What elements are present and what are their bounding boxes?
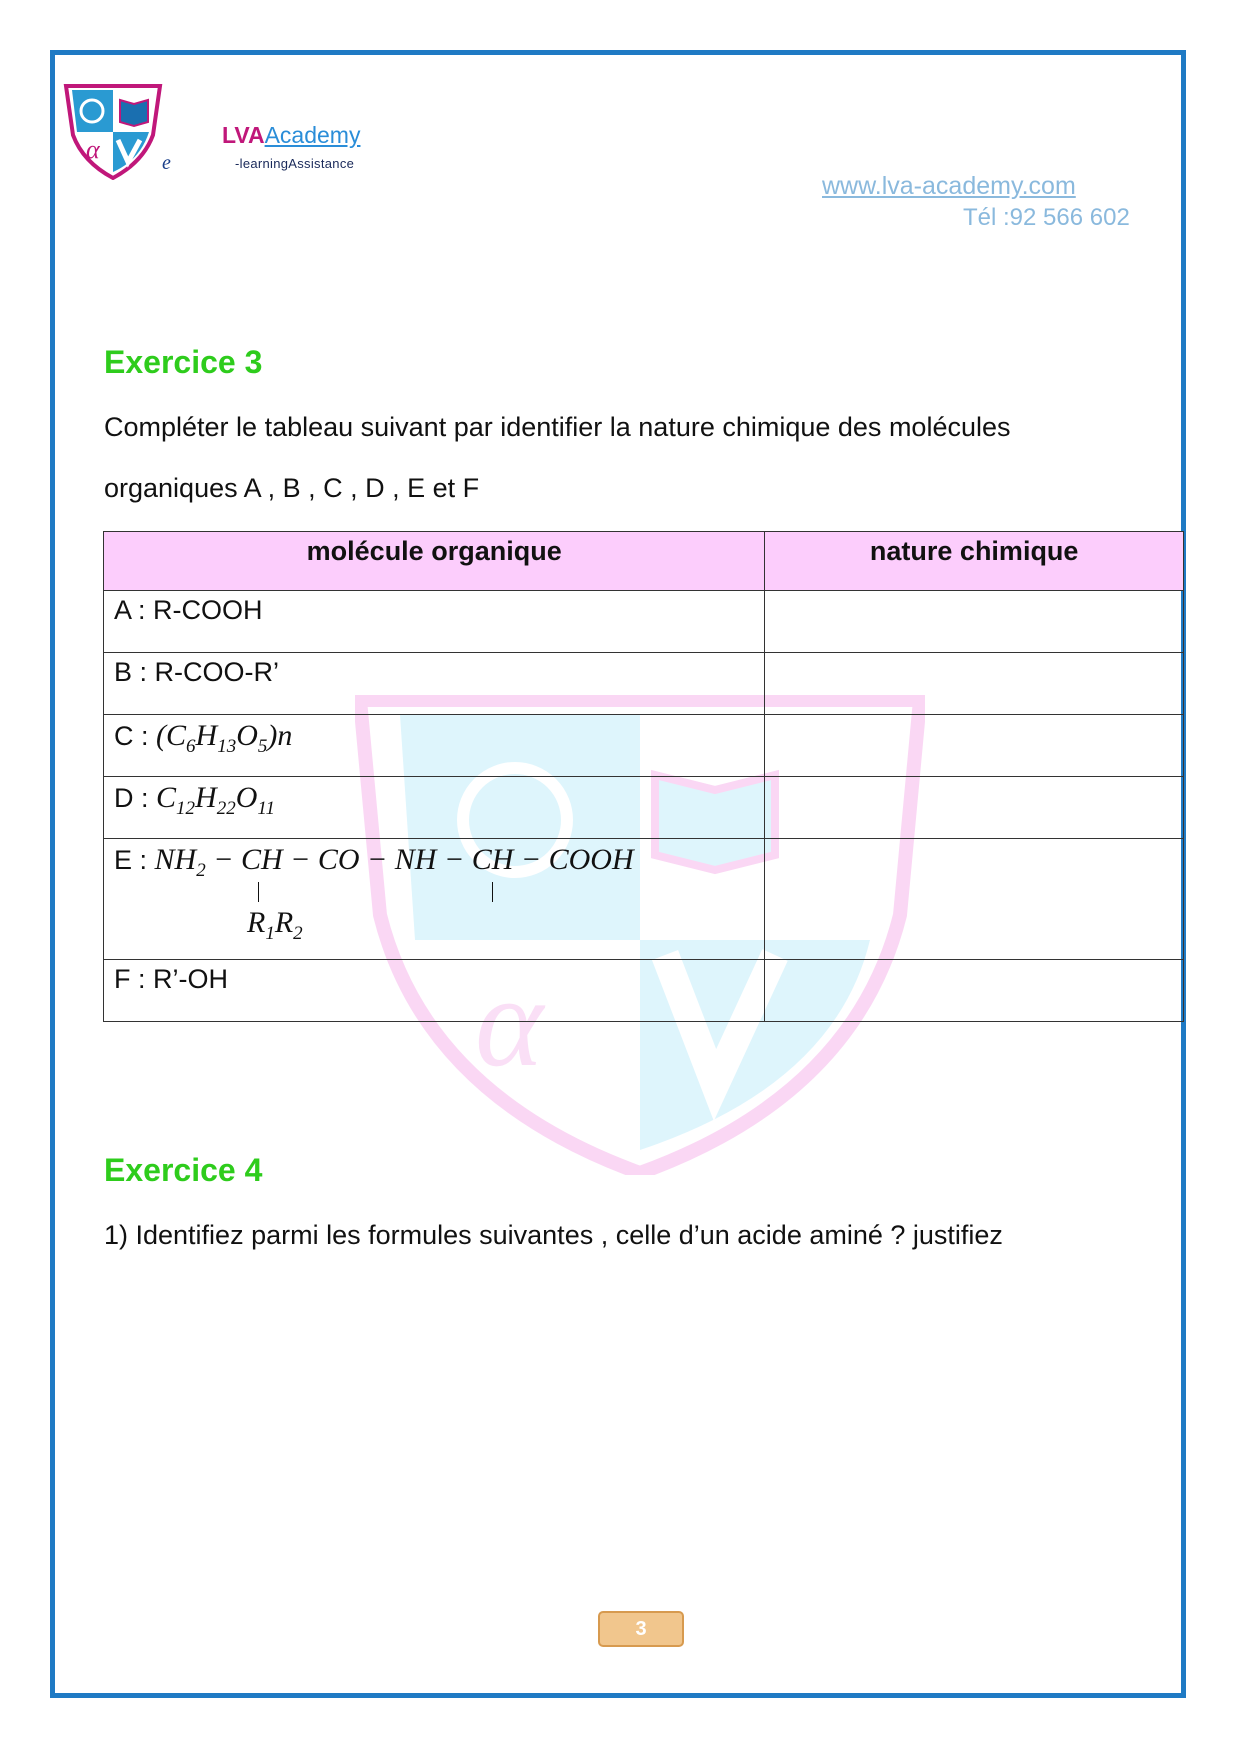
table-row (104, 839, 1184, 960)
row-label: C : (114, 721, 157, 751)
nature-answer-cell[interactable] (765, 591, 1184, 653)
exercise-3-title: Exercice 3 (104, 344, 263, 380)
molecule-formula: R-COOH (153, 595, 263, 625)
molecule-cell-d (104, 777, 765, 839)
row-label: F : (114, 964, 153, 994)
table-row (104, 960, 1184, 1022)
row-label: A : (114, 595, 154, 625)
nature-answer-cell[interactable] (765, 960, 1184, 1022)
svg-text:α: α (475, 950, 544, 1094)
brand-subtitle: -learningAssistance (235, 156, 355, 171)
molecule-formula: $(C_6H_{13}O_5)n$ (156, 719, 293, 757)
nature-answer-cell[interactable] (765, 839, 1184, 960)
row-label: D : (114, 783, 157, 813)
lva-academy-logo (58, 80, 168, 180)
table-row (104, 591, 1184, 653)
brand-lva: LVA (222, 122, 265, 148)
logo-e-letter: e (162, 152, 171, 174)
bond-line (258, 882, 259, 902)
brand-name (222, 122, 360, 149)
brand-academy: Academy (264, 122, 361, 148)
nature-answer-cell[interactable] (765, 653, 1184, 715)
bond-lines (114, 882, 754, 906)
molecule-table (103, 531, 1184, 1022)
molecule-cell-a (104, 591, 765, 653)
nature-answer-cell[interactable] (765, 715, 1184, 777)
table-row (104, 777, 1184, 839)
substituents-formula: $R_1R_2$ (247, 906, 303, 944)
exercise-3-instruction-line2: organiques A , B , C , D , E et F (104, 473, 480, 503)
svg-text:α: α (86, 135, 100, 164)
row-label: E : (114, 845, 155, 875)
molecule-formula: R-COO-R’ (154, 657, 279, 687)
molecule-formula: $NH_2$ − CH − CO − NH − CH − COOH (154, 843, 634, 881)
column-header-nature: nature chimique (765, 532, 1184, 591)
row-label: B : (114, 657, 155, 687)
nature-answer-cell[interactable] (765, 777, 1184, 839)
molecule-formula: $C_{12}H_{22}O_{11}$ (156, 781, 275, 819)
molecule-cell-e (104, 839, 765, 960)
exercise-4-question-1: 1) Identifiez parmi les formules suivantes , celle d’un acide aminé ? justifiez (104, 1220, 1003, 1250)
table-row (104, 653, 1184, 715)
table-header-row (104, 532, 1184, 591)
page-number: 3 (598, 1611, 684, 1647)
table-row (104, 715, 1184, 777)
exercise-3-instruction-line1: Compléter le tableau suivant par identifier la nature chimique des molécules (104, 412, 1011, 442)
exercise-4-title: Exercice 4 (104, 1152, 263, 1188)
phone-number: Tél :92 566 602 (963, 204, 1130, 231)
molecule-cell-c (104, 715, 765, 777)
molecule-formula: R’-OH (153, 964, 228, 994)
molecule-cell-b (104, 653, 765, 715)
molecule-cell-f (104, 960, 765, 1022)
column-header-molecule: molécule organique (104, 532, 765, 591)
website-link[interactable]: www.lva-academy.com (822, 172, 1076, 200)
bond-line (492, 882, 493, 902)
